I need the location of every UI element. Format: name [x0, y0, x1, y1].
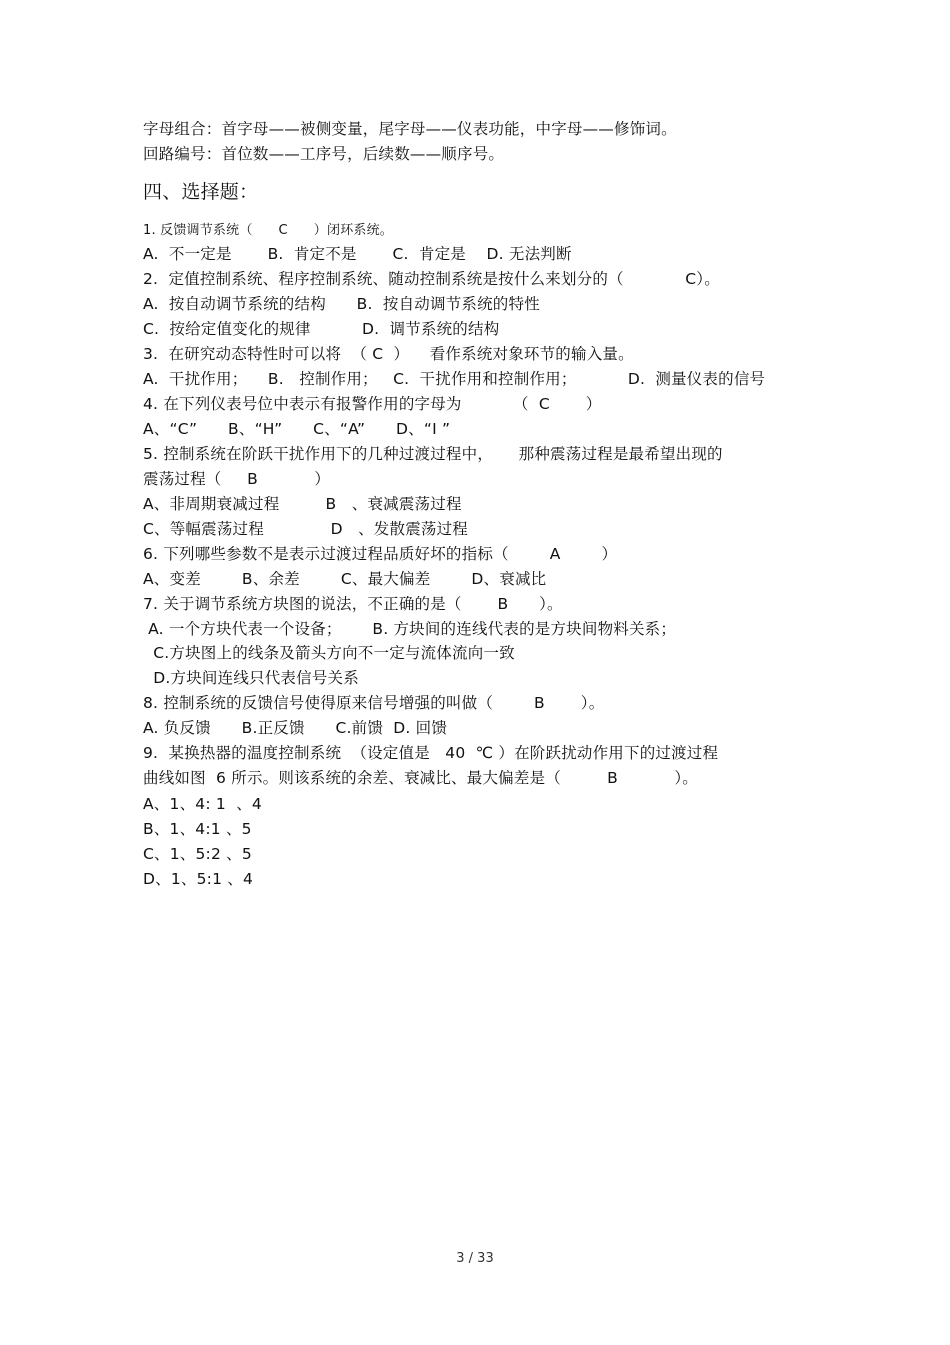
question-8-options: A. 负反馈 B.正反馈 C.前馈 D. 回馈 [143, 719, 448, 737]
question-6: 6. 下列哪些参数不是表示过渡过程品质好坏的指标（ A ） [143, 545, 618, 563]
question-9-continued: 曲线如图 6 所示。则该系统的余差、衰减比、最大偏差是（ B ）。 [143, 769, 698, 787]
question-2-options-ab: A. 按自动调节系统的结构 B. 按自动调节系统的特性 [143, 295, 540, 313]
text-line-letter-combination: 字母组合：首字母——被侧变量，尾字母——仪表功能，中字母——修饰词。 [143, 120, 677, 138]
question-8: 8. 控制系统的反馈信号使得原来信号增强的叫做（ B ）。 [143, 694, 605, 712]
question-6-options: A、变差 B、余差 C、最大偏差 D、衰减比 [143, 570, 547, 588]
question-9-option-b: B、1、4:1 、5 [143, 820, 252, 838]
section-heading: 四、选择题： [143, 181, 259, 203]
question-9-option-d: D、1、5:1 、4 [143, 870, 254, 888]
question-7: 7. 关于调节系统方块图的说法，不正确的是（ B ）。 [143, 595, 563, 613]
question-1: 1. 反馈调节系统（ C ）闭环系统。 [143, 223, 394, 238]
question-7-option-d: D.方块间连线只代表信号关系 [143, 669, 359, 687]
question-7-option-c: C.方块图上的线条及箭头方向不一定与流体流向一致 [143, 644, 515, 662]
text-line-loop-number: 回路编号：首位数——工序号，后续数——顺序号。 [143, 145, 505, 163]
question-9-option-c: C、1、5:2 、5 [143, 845, 252, 863]
question-4-options: A、“C” B、“H” C、“A” D、“I ” [143, 420, 451, 438]
question-2-options-cd: C. 按给定值变化的规律 D. 调节系统的结构 [143, 320, 500, 338]
question-1-options: A. 不一定是 B. 肯定不是 C. 肯定是 D. 无法判断 [143, 245, 572, 263]
question-5-options-ab: A、非周期衰减过程 B 、衰减震荡过程 [143, 495, 462, 513]
question-9: 9. 某换热器的温度控制系统 （设定值是 40 ℃ ）在阶跃扰动作用下的过渡过程 [143, 744, 719, 762]
question-2: 2. 定值控制系统、程序控制系统、随动控制系统是按什么来划分的（ C）。 [143, 270, 720, 288]
question-3-options: A. 干扰作用； B. 控制作用； C. 干扰作用和控制作用； D. 测量仪表的信号 [143, 370, 766, 388]
question-5-options-cd: C、等幅震荡过程 D 、发散震荡过程 [143, 520, 468, 538]
question-9-option-a: A、1、4: 1 、4 [143, 795, 262, 813]
question-4: 4. 在下列仪表号位中表示有报警作用的字母为 （ C ） [143, 395, 602, 413]
question-3: 3. 在研究动态特性时可以将 （ C ） 看作系统对象环节的输入量。 [143, 345, 634, 363]
question-5-continued: 震荡过程（ B ） [143, 470, 331, 488]
question-7-options-ab: A. 一个方块代表一个设备； B. 方块间的连线代表的是方块间物料关系； [143, 620, 677, 638]
question-5: 5. 控制系统在阶跃干扰作用下的几种过渡过程中， 那种震荡过程是最希望出现的 [143, 445, 723, 463]
page-number: 3 / 33 [456, 1251, 494, 1266]
